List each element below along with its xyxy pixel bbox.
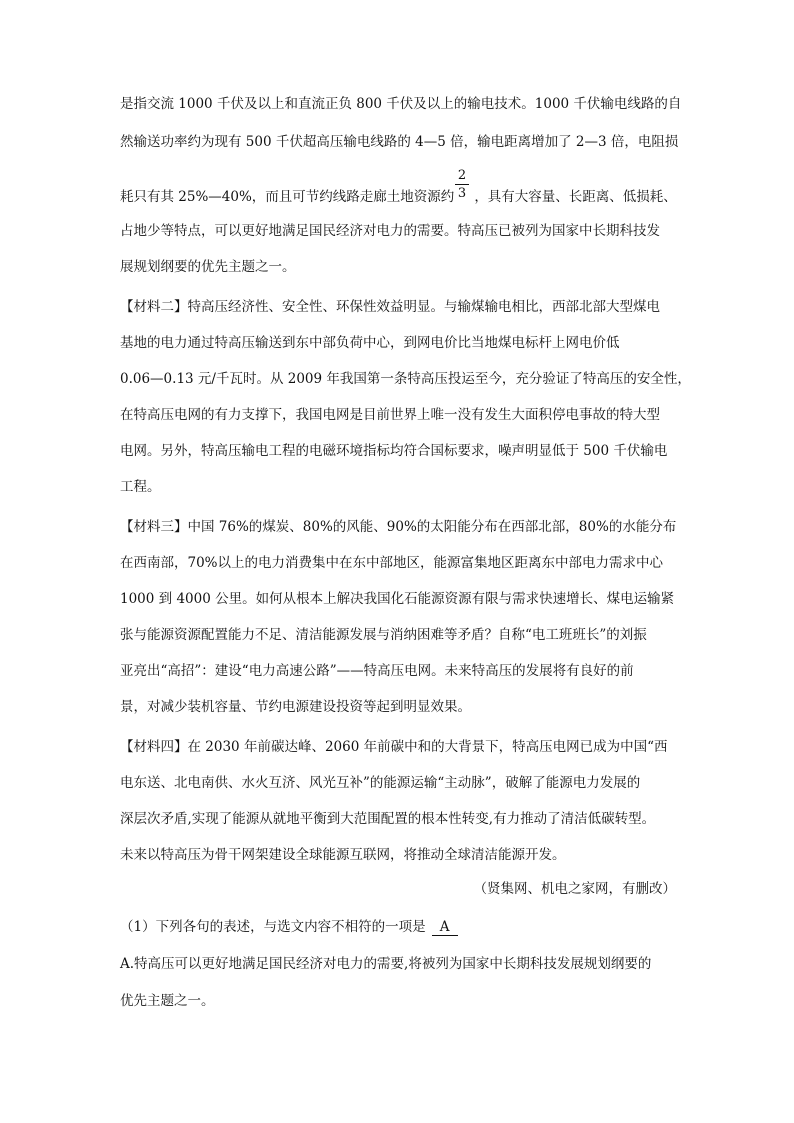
option-a-line-2: 优先主题之一。	[120, 993, 215, 1009]
material4-line-1: 【材料四】在 2030 年前碳达峰、2060 年前碳中和的大背景下，特高压电网已成为中国“西	[120, 739, 668, 755]
fraction-numerator: 2	[457, 168, 467, 183]
fraction-two-thirds	[454, 168, 470, 201]
material4-line-2: 电东送、北电南供、水火互济、风光互补”的能源运输“主动脉”，破解了能源电力发展的	[120, 775, 641, 791]
material3-line-2: 在西南部，70%以上的电力消费集中在东中部地区，能源富集地区距离东中部电力需求中心	[120, 555, 664, 571]
intro-line-3-after: ，具有大容量、长距离、低损耗、	[474, 189, 677, 205]
material2-line-4: 在特高压电网的有力支撑下，我国电网是目前世界上唯一没有发生大面积停电事故的特大型	[120, 407, 660, 423]
material2-line-3: 0.06—0.13 元/千瓦时。从 2009 年我国第一条特高压投运至今，充分验证了特高压的安全性，	[120, 371, 691, 387]
fraction-bar	[455, 184, 469, 185]
material2-line-5: 电网。另外，特高压输电工程的电磁环境指标均符合国标要求，噪声明显低于 500 千伏输电	[120, 443, 668, 459]
intro-line-4: 占地少等特点，可以更好地满足国民经济对电力的需要。特高压已被列为国家中长期科技发	[120, 223, 660, 239]
intro-line-5: 展规划纲要的优先主题之一。	[120, 259, 296, 275]
option-a-line-1: A.特高压可以更好地满足国民经济对电力的需要,将被列为国家中长期科技发展规划纲要的	[120, 956, 652, 972]
intro-line-2: 然输送功率约为现有 500 千伏超高压输电线路的 4—5 倍，输电距离增加了 2—3 倍，电阻损	[120, 134, 679, 150]
intro-line-3-before: 耗只有其 25%—40%，而且可节约线路走廊土地资源约	[120, 189, 455, 205]
intro-line-3	[120, 188, 677, 206]
source-citation: （贤集网、机电之家网，有删改）	[473, 881, 676, 897]
question-1-answer: A	[432, 919, 458, 936]
material3-line-1: 【材料三】中国 76%的煤炭、80%的风能、90%的太阳能分布在西部北部，80%的水能分布	[120, 519, 677, 535]
material2-line-2: 基地的电力通过特高压输送到东中部负荷中心，到网电价比当地煤电标杆上网电价低	[120, 335, 620, 351]
material4-line-4: 未来以特高压为骨干网架建设全球能源互联网，将推动全球清洁能源开发。	[120, 847, 566, 863]
material3-line-6: 景，对减少装机容量、节约电源建设投资等起到明显效果。	[120, 699, 471, 715]
material2-line-6: 工程。	[120, 479, 161, 495]
material3-line-5: 亚亮出“高招”：建设“电力高速公路”——特高压电网。未来特高压的发展将有良好的前	[120, 663, 634, 679]
question-1-prompt: （1）下列各句的表述，与选文内容不相符的一项是	[120, 919, 426, 935]
material2-line-1: 【材料二】特高压经济性、安全性、环保性效益明显。与输煤输电相比，西部北部大型煤电	[120, 299, 660, 315]
material3-line-3: 1000 到 4000 公里。如何从根本上解决我国化石能源资源有限与需求快速增长、煤电运输紧	[120, 591, 675, 607]
fraction-denominator: 3	[457, 186, 467, 201]
question-1	[120, 918, 458, 936]
intro-line-1: 是指交流 1000 千伏及以上和直流正负 800 千伏及以上的输电技术。1000 千伏输电线路的自	[120, 96, 682, 112]
material3-line-4: 张与能源资源配置能力不足、清洁能源发展与消纳困难等矛盾？自称“电工班班长”的刘振	[120, 627, 647, 643]
material4-line-3: 深层次矛盾,实现了能源从就地平衡到大范围配置的根本性转变,有力推动了清洁低碳转型。	[120, 811, 656, 827]
